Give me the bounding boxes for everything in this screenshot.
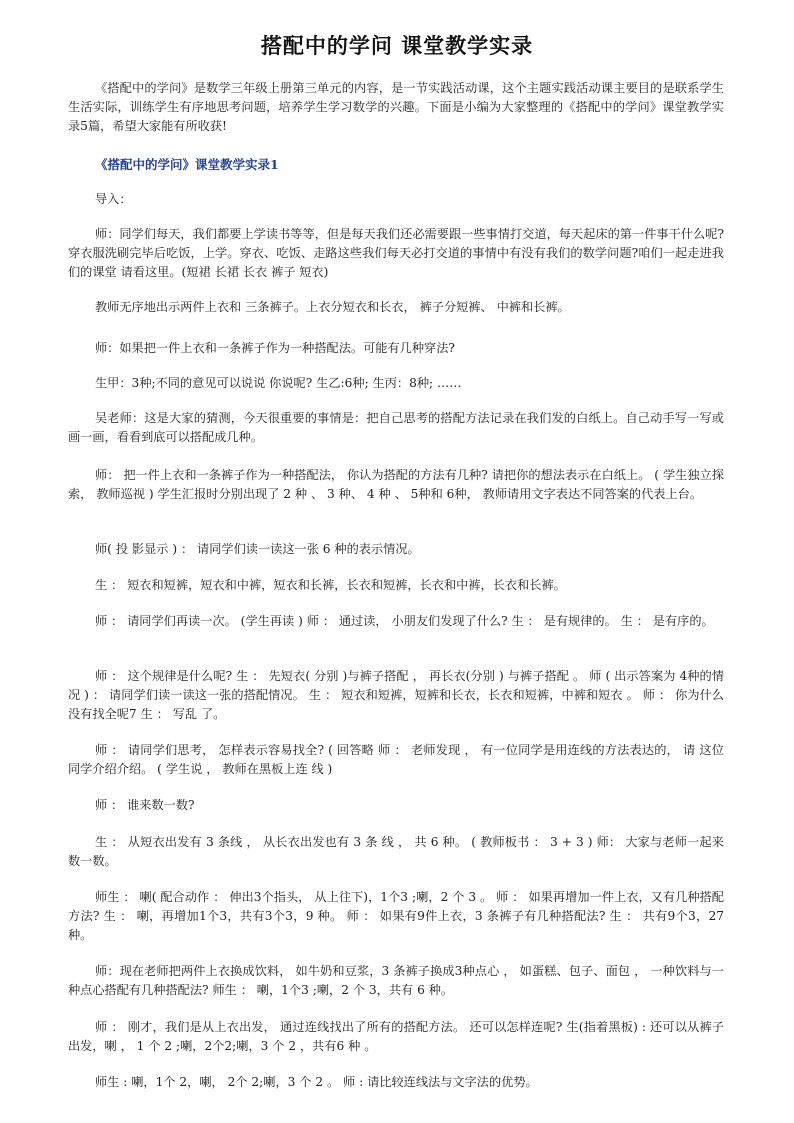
- paragraph-2: 师：同学们每天，我们都要上学读书等等，但是每天我们还必需要跟一些事情打交道，每天起床的第一件事干什么呢?穿衣服洗刷完毕后吃饭，上学。穿衣、吃饭、走路这些我们每天必打交道的事情中有没有我们的数学问题?咱们一起走进我们的课堂 请看这里。(短裙 长裙 长衣 裤子 短衣): [68, 227, 724, 279]
- paragraph-4: 师：如果把一件上衣和一条裤子作为一种搭配法。可能有几种穿法?: [95, 341, 455, 355]
- paragraph-14: 生 ： 从短衣出发有 3 条线 ， 从长衣出发也有 3 条 线 ， 共 6 种。 ( 教师板书 ： 3 + 3 ) 师： 大家与老师一起来数一数。: [68, 835, 724, 868]
- intro-paragraph: 《搭配中的学问》是数学三年级上册第三单元的内容，是一节实践活动课，这个主题实践活动课主要目的是联系学生生活实际，训练学生有序地思考问题，培养学生学习数学的兴趣。下面是小编为大家整理的《搭配中的学问》课堂教学实录5篇，希望大家能有所收获!: [68, 81, 724, 133]
- paragraph-1: 导入：: [95, 192, 132, 206]
- paragraph-18: 师生 : 喇，1个 2，喇， 2个 2;喇，3 个 2 。 师 : 请比较连线法与文字法的优势。: [95, 1075, 538, 1089]
- paragraph-17: 师 ： 刚才，我们是从上衣出发， 通过连线找出了所有的搭配方法。 还可以怎样连呢? 生(指着黑板) : 还可以从裤子出发，喇 ， 1 个 2 ;喇，2个2;喇，3 个 2 ，共有6 种 。: [68, 1020, 724, 1053]
- paragraph-11: 师 ： 这个规律是什么呢? 生 ： 先短衣( 分别 )与裤子搭配 ， 再长衣(分别 ) 与裤子搭配 。 师 ( 出示答案为 4种的情况 ) ： 请同学们读一读这一张的搭配情况。 生 ： 短衣和短裤，短裤和长衣，长衣和短裤，中裤和短衣 。 师 ： 你为什么没有找全呢7 生 ： 写乱 了。: [68, 669, 724, 721]
- paragraph-6: 吴老师：这是大家的猜测，今天很重要的事情是：把自己思考的搭配方法记录在我们发的白纸上。自己动手写一写或画一画，看看到底可以搭配成几种。: [68, 411, 724, 444]
- paragraph-9: 生 ： 短衣和短裤，短衣和中裤，短衣和长裤，长衣和短裤，长衣和中裤，长衣和长裤。: [95, 578, 566, 592]
- paragraph-15: 师生 ： 喇( 配合动作 ： 伸出3个指头， 从上往下)，1个3 ;喇，2 个 3 。 师 ： 如果再增加一件上衣，又有几种搭配方法? 生 ： 喇，再增加1个3，共有3个3，9 种。 师 ： 如果有9件上衣，3 条裤子有几种搭配法? 生 ： 共有9个3，27 种。: [68, 890, 724, 942]
- paragraph-16: 师：现在老师把两件上衣换成饮料， 如牛奶和豆浆，3 条裤子换成3种点心 ， 如蛋糕、包子、面包 ， 一种饮料与一种点心搭配有几种搭配法? 师生 ： 喇，1个3 ;喇，2 个 3，共有 6 种。: [68, 964, 724, 997]
- paragraph-10: 师 ： 请同学们再读一次。 (学生再读 ) 师 ： 通过读， 小朋友们发现了什么? 生 ： 是有规律的。 生 ： 是有序的。: [95, 614, 714, 628]
- paragraph-3: 教师无序地出示两件上衣和 三条裤子。上衣分短衣和长衣， 裤子分短裤、 中裤和长裤。: [95, 300, 570, 314]
- paragraph-13: 师 ： 谁来数一数?: [95, 798, 195, 812]
- paragraph-8: 师( 投 影显示 ) ： 请同学们读一读这一张 6 种的表示情况。: [95, 542, 420, 556]
- paragraph-5: 生甲：3种;不同的意见可以说说 你说呢? 生乙:6种; 生丙：8种; ……: [95, 376, 462, 390]
- section-title: 《搭配中的学问》课堂教学实录1: [95, 157, 279, 172]
- paragraph-12: 师 ： 请同学们思考， 怎样表示容易找全? ( 回答略 师 ： 老师发现 ， 有一位同学是用连线的方法表达的， 请 这位同学介绍介绍。 ( 学生说 ， 教师在黑板上连 线 ): [68, 743, 724, 776]
- document-title: 搭配中的学问 课堂教学实录: [260, 34, 534, 58]
- paragraph-7: 师： 把一件上衣和一条裤子作为一种搭配法， 你认为搭配的方法有几种? 请把你的想法表示在白纸上。 ( 学生独立探索， 教师巡视 ) 学生汇报时分别出现了 2 种 、 3 种、 4 种 、 5种和 6种， 教师请用文字表达不同答案的代表上台。: [68, 468, 724, 501]
